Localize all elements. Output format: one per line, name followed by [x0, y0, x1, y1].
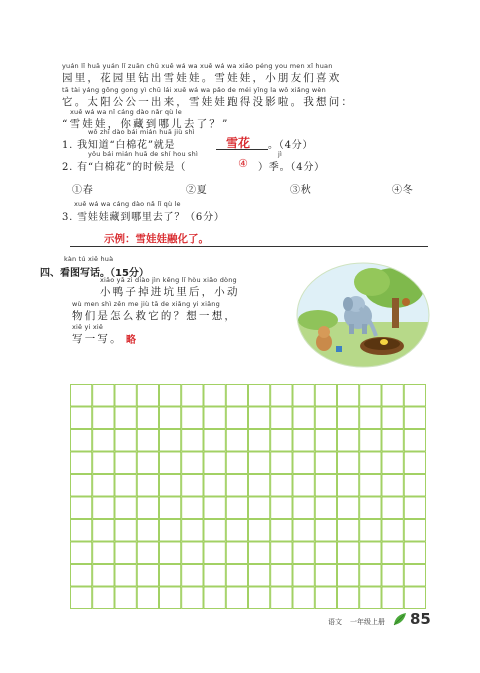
footer-book: 一年级上册	[350, 618, 385, 626]
grid-cell[interactable]	[315, 430, 336, 452]
grid-cell[interactable]	[137, 475, 158, 497]
grid-cell[interactable]	[249, 587, 270, 609]
q1-suffix: 。（4分）	[268, 140, 314, 151]
grid-cell[interactable]	[271, 565, 292, 587]
grid-cell[interactable]	[271, 452, 292, 474]
grid-cell[interactable]	[404, 497, 425, 519]
grid-cell[interactable]	[271, 407, 292, 429]
grid-cell[interactable]	[182, 587, 203, 609]
section4-pinyin: kàn tú xiě huà	[64, 255, 114, 263]
grid-cell[interactable]	[382, 430, 403, 452]
grid-cell[interactable]	[315, 385, 336, 407]
grid-cell[interactable]	[382, 385, 403, 407]
grid-cell[interactable]	[360, 520, 381, 542]
grid-cell[interactable]	[137, 542, 158, 564]
grid-cell[interactable]	[160, 475, 181, 497]
q2-option-2: ②夏	[186, 185, 208, 196]
grid-cell[interactable]	[315, 542, 336, 564]
grid-cell[interactable]	[360, 430, 381, 452]
grid-cell[interactable]	[71, 565, 92, 587]
grid-cell[interactable]	[226, 385, 247, 407]
grid-cell[interactable]	[71, 587, 92, 609]
q2-option-3: ③秋	[290, 185, 312, 196]
grid-cell[interactable]	[182, 565, 203, 587]
grid-cell[interactable]	[204, 587, 225, 609]
grid-cell[interactable]	[293, 475, 314, 497]
grid-cell[interactable]	[93, 475, 114, 497]
grid-cell[interactable]	[71, 385, 92, 407]
grid-cell[interactable]	[137, 497, 158, 519]
grid-cell[interactable]	[204, 430, 225, 452]
grid-cell[interactable]	[249, 542, 270, 564]
grid-cell[interactable]	[226, 475, 247, 497]
grid-cell[interactable]	[338, 475, 359, 497]
grid-cell[interactable]	[71, 542, 92, 564]
grid-cell[interactable]	[204, 542, 225, 564]
grid-cell[interactable]	[93, 542, 114, 564]
grid-cell[interactable]	[271, 475, 292, 497]
grid-cell[interactable]	[226, 542, 247, 564]
q1-pinyin: wǒ zhī dào bái mián huā jiù shì	[88, 128, 195, 136]
q1-answer: 雪花	[226, 136, 251, 150]
grid-cell[interactable]	[315, 587, 336, 609]
grid-cell[interactable]	[338, 565, 359, 587]
grid-cell[interactable]	[93, 587, 114, 609]
grid-cell[interactable]	[382, 565, 403, 587]
grid-cell[interactable]	[115, 542, 136, 564]
grid-cell[interactable]	[404, 587, 425, 609]
grid-cell[interactable]	[93, 565, 114, 587]
grid-cell[interactable]	[338, 407, 359, 429]
grid-cell[interactable]	[93, 385, 114, 407]
q2-text: 2. 有“白棉花”的时候是（	[62, 162, 187, 173]
grid-cell[interactable]	[226, 565, 247, 587]
grid-cell[interactable]	[360, 385, 381, 407]
passage-line1: 园里，花园里钻出雪娃娃。雪娃娃，小朋友们喜欢	[62, 72, 342, 84]
grid-cell[interactable]	[404, 475, 425, 497]
grid-cell[interactable]	[249, 520, 270, 542]
grid-cell[interactable]	[182, 520, 203, 542]
grid-cell[interactable]	[271, 497, 292, 519]
grid-cell[interactable]	[204, 385, 225, 407]
q2-option-1: ①春	[72, 185, 94, 196]
grid-cell[interactable]	[360, 542, 381, 564]
grid-cell[interactable]	[182, 475, 203, 497]
grid-cell[interactable]	[249, 452, 270, 474]
grid-cell[interactable]	[137, 430, 158, 452]
grid-cell[interactable]	[404, 542, 425, 564]
grid-cell[interactable]	[249, 475, 270, 497]
grid-cell[interactable]	[182, 430, 203, 452]
grid-cell[interactable]	[160, 452, 181, 474]
grid-cell[interactable]	[71, 497, 92, 519]
grid-cell[interactable]	[271, 385, 292, 407]
grid-cell[interactable]	[293, 452, 314, 474]
q2-pinyin-ji: jì	[278, 150, 283, 158]
grid-cell[interactable]	[71, 475, 92, 497]
grid-cell[interactable]	[360, 452, 381, 474]
grid-cell[interactable]	[338, 587, 359, 609]
grid-cell[interactable]	[137, 407, 158, 429]
grid-cell[interactable]	[404, 407, 425, 429]
grid-cell[interactable]	[115, 520, 136, 542]
grid-cell[interactable]	[382, 587, 403, 609]
illustration-animals-rescue-duck	[296, 262, 430, 368]
grid-cell[interactable]	[115, 452, 136, 474]
grid-cell[interactable]	[338, 385, 359, 407]
grid-cell[interactable]	[382, 407, 403, 429]
grid-cell[interactable]	[160, 587, 181, 609]
grid-cell[interactable]	[115, 497, 136, 519]
grid-cell[interactable]	[293, 565, 314, 587]
grid-cell[interactable]	[71, 407, 92, 429]
grid-cell[interactable]	[93, 497, 114, 519]
s4-line1: 小鸭子掉进坑里后，小动	[100, 286, 240, 298]
grid-cell[interactable]	[249, 565, 270, 587]
grid-cell[interactable]	[360, 475, 381, 497]
grid-cell[interactable]	[115, 407, 136, 429]
grid-cell[interactable]	[182, 407, 203, 429]
grid-cell[interactable]	[293, 497, 314, 519]
grid-cell[interactable]	[293, 542, 314, 564]
grid-cell[interactable]	[293, 520, 314, 542]
grid-cell[interactable]	[293, 430, 314, 452]
q1-text: 1. 我知道“白棉花”就是	[62, 140, 176, 151]
q2-answer: ④	[238, 157, 248, 170]
grid-cell[interactable]	[160, 497, 181, 519]
grid-cell[interactable]	[182, 542, 203, 564]
grid-cell[interactable]	[160, 520, 181, 542]
grid-cell[interactable]	[315, 497, 336, 519]
grid-cell[interactable]	[315, 407, 336, 429]
q2-option-4: ④冬	[392, 185, 414, 196]
grid-cell[interactable]	[137, 452, 158, 474]
s4-line2-pinyin: wù men shì zěn me jiù tā de xiǎng yi xiǎng	[72, 300, 220, 308]
footer-subject: 语文	[328, 618, 342, 626]
grid-cell[interactable]	[93, 407, 114, 429]
grid-cell[interactable]	[360, 587, 381, 609]
grid-cell[interactable]	[338, 430, 359, 452]
grid-cell[interactable]	[115, 385, 136, 407]
grid-cell[interactable]	[226, 520, 247, 542]
grid-cell[interactable]	[293, 587, 314, 609]
grid-cell[interactable]	[315, 520, 336, 542]
grid-cell[interactable]	[226, 452, 247, 474]
grid-cell[interactable]	[315, 475, 336, 497]
grid-cell[interactable]	[204, 520, 225, 542]
grid-cell[interactable]	[360, 497, 381, 519]
grid-cell[interactable]	[160, 407, 181, 429]
grid-cell[interactable]	[382, 542, 403, 564]
q2-suffix: ）季。（4分）	[258, 162, 325, 173]
passage-line1-pinyin: yuán lǐ huā yuán lǐ zuān chū xuě wá wa xuě wá wa xiǎo péng you men xǐ huan	[62, 62, 333, 70]
grid-cell[interactable]	[204, 497, 225, 519]
grid-cell[interactable]	[315, 452, 336, 474]
grid-cell[interactable]	[338, 520, 359, 542]
grid-cell[interactable]	[249, 385, 270, 407]
passage-line3: “雪娃娃，你藏到哪儿去了？”	[62, 118, 230, 130]
s4-mark: 略	[126, 335, 136, 346]
q3-answer-line	[70, 246, 428, 247]
grid-cell[interactable]	[271, 587, 292, 609]
grid-cell[interactable]	[338, 497, 359, 519]
grid-cell[interactable]	[338, 452, 359, 474]
grid-cell[interactable]	[293, 407, 314, 429]
grid-cell[interactable]	[382, 497, 403, 519]
grid-cell[interactable]	[249, 497, 270, 519]
grid-cell[interactable]	[249, 430, 270, 452]
passage-line3-pinyin: xuě wá wa nǐ cáng dào nǎr qù le	[70, 108, 182, 116]
s4-line1-pinyin: xiǎo yā zi diào jìn kēng lǐ hòu xiǎo dòng	[100, 276, 237, 284]
grid-cell[interactable]	[137, 385, 158, 407]
grid-cell[interactable]	[115, 587, 136, 609]
grid-cell[interactable]	[271, 430, 292, 452]
grid-cell[interactable]	[137, 587, 158, 609]
q3-pinyin: xuě wá wa cáng dào nǎ lǐ qù le	[74, 200, 181, 208]
grid-cell[interactable]	[204, 407, 225, 429]
grid-cell[interactable]	[271, 520, 292, 542]
grid-cell[interactable]	[382, 452, 403, 474]
grid-cell[interactable]	[160, 565, 181, 587]
section4-title: 四、看图写话。（15分）	[40, 268, 149, 279]
grid-cell[interactable]	[360, 565, 381, 587]
q1-answer-line	[216, 149, 268, 150]
q2-pinyin: yǒu bái mián huā de shí hou shì	[88, 150, 198, 158]
grid-cell[interactable]	[93, 520, 114, 542]
grid-cell[interactable]	[115, 475, 136, 497]
q3-answer: 示例：雪娃娃融化了。	[104, 233, 209, 245]
grid-cell[interactable]	[226, 497, 247, 519]
grid-cell[interactable]	[204, 452, 225, 474]
grid-cell[interactable]	[93, 430, 114, 452]
grid-cell[interactable]	[137, 565, 158, 587]
grid-cell[interactable]	[404, 565, 425, 587]
leaf-icon	[392, 611, 408, 631]
grid-cell[interactable]	[182, 497, 203, 519]
grid-cell[interactable]	[226, 407, 247, 429]
grid-cell[interactable]	[226, 430, 247, 452]
grid-cell[interactable]	[404, 520, 425, 542]
grid-cell[interactable]	[293, 385, 314, 407]
grid-cell[interactable]	[360, 407, 381, 429]
s4-line3: 写一写。	[72, 333, 123, 345]
grid-cell[interactable]	[93, 452, 114, 474]
grid-cell[interactable]	[404, 452, 425, 474]
grid-cell[interactable]	[137, 520, 158, 542]
grid-cell[interactable]	[115, 430, 136, 452]
grid-cell[interactable]	[71, 430, 92, 452]
grid-cell[interactable]	[204, 565, 225, 587]
grid-cell[interactable]	[226, 587, 247, 609]
grid-cell[interactable]	[338, 542, 359, 564]
grid-cell[interactable]	[315, 565, 336, 587]
grid-cell[interactable]	[182, 385, 203, 407]
writing-grid[interactable]	[70, 384, 426, 609]
grid-cell[interactable]	[404, 385, 425, 407]
s4-line2: 物们是怎么救它的？想一想，	[72, 310, 238, 322]
grid-cell[interactable]	[160, 430, 181, 452]
grid-cell[interactable]	[382, 475, 403, 497]
grid-cell[interactable]	[71, 452, 92, 474]
grid-cell[interactable]	[160, 542, 181, 564]
s4-line3-pinyin: xiě yi xiě	[72, 323, 104, 331]
grid-cell[interactable]	[271, 542, 292, 564]
grid-cell[interactable]	[71, 520, 92, 542]
grid-cell[interactable]	[382, 520, 403, 542]
page-number: 85	[410, 610, 431, 628]
passage-line2-pinyin: tā tài yáng gōng gong yì chū lái xuě wá wa pǎo de méi yǐng la wǒ xiǎng wèn	[62, 86, 326, 94]
grid-cell[interactable]	[404, 430, 425, 452]
q3-text: 3. 雪娃娃藏到哪里去了？（6分）	[62, 212, 225, 223]
grid-cell[interactable]	[249, 407, 270, 429]
grid-cell[interactable]	[160, 385, 181, 407]
grid-cell[interactable]	[115, 565, 136, 587]
passage-line2: 它。太阳公公一出来，雪娃娃跑得没影啦。我想问：	[62, 96, 355, 108]
grid-cell[interactable]	[182, 452, 203, 474]
grid-cell[interactable]	[204, 475, 225, 497]
